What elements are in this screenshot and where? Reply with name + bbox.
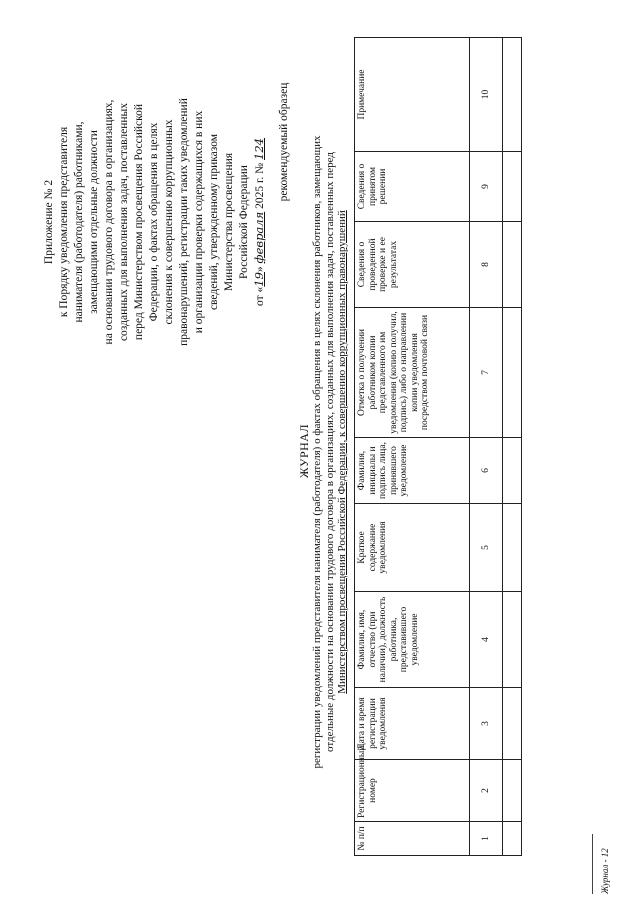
appendix-line: перед Министерством просвещения Российской [133, 103, 145, 341]
footer-divider [592, 834, 593, 894]
column-number-cell: 4 [470, 592, 503, 688]
appendix-line: сведений, утвержденному приказом [208, 133, 220, 311]
appendix-line: созданных для выполнения задач, поставленных [118, 102, 130, 342]
header-cell: Сведения о проведенной проверке и ее результатах [355, 222, 470, 308]
column-number-cell: 5 [470, 504, 503, 592]
appendix-line: и организации проверки содержащихся в них [193, 110, 205, 334]
empty-cell [503, 592, 522, 688]
header-cell: Регистрационный номер [355, 760, 470, 822]
journal-table [354, 37, 522, 856]
handwritten-number: 124 [252, 138, 266, 160]
header-cell: Краткое содержание уведомления [355, 504, 470, 592]
appendix-line: Приложение № 2 [43, 179, 55, 265]
appendix-line: Министерства просвещения [223, 152, 235, 292]
journal-subtitle-line: регистрации уведомлений представителя нанимателя (работодателя) о фактах обращения в целях склонения работников, замещающих [311, 135, 323, 769]
header-cell: Фамилия, инициалы и подпись лица, принявшего уведомление [355, 438, 470, 504]
table-header-row [355, 38, 470, 856]
recommended-sample-label: рекомендуемый образец [278, 82, 290, 202]
handwritten-month: февраля [252, 211, 266, 264]
column-number-cell: 9 [470, 152, 503, 222]
journal-title: ЖУРНАЛ [297, 423, 311, 479]
appendix-line: Федерации, о фактах обращения в целях [148, 122, 160, 322]
journal-subtitle [311, 122, 349, 782]
column-number-cell: 3 [470, 688, 503, 760]
journal-subtitle-line: отдельные должности на основании трудового договора в организациях, созданных для выполнения задач, поставленных перед [323, 152, 336, 752]
appendix-line: к Порядку уведомления представителя [58, 126, 70, 318]
empty-cell [503, 438, 522, 504]
appendix-line: на основании трудового договора в организациях, [103, 99, 115, 345]
header-cell: Фамилия, имя, отчество (при наличии), должность работника, представившего уведомление [355, 592, 470, 688]
handwritten-day: 19 [252, 272, 266, 287]
column-number-cell: 7 [470, 308, 503, 438]
column-number-cell: 2 [470, 760, 503, 822]
header-cell: Отметка о получении работником копии представленного им уведомления (копию получил, подпись) либо о направлении копии уведомления посредством почтовой связи [355, 308, 470, 438]
column-number-cell: 6 [470, 438, 503, 504]
empty-cell [503, 152, 522, 222]
appendix-line: склонения к совершению коррупционных [163, 119, 175, 325]
empty-cell [503, 38, 522, 152]
empty-cell [503, 822, 522, 856]
header-cell: Сведения о принятом решении [355, 152, 470, 222]
header-cell: Примечание [355, 38, 470, 152]
journal-subtitle-line: Министерством просвещения Российской Федерации, к совершению коррупционных правонарушений [336, 210, 348, 694]
column-number-cell: 8 [470, 222, 503, 308]
header-cell: Дата и время регистрации уведомления [355, 688, 470, 760]
empty-cell [503, 688, 522, 760]
header-cell: № п/п [355, 822, 470, 856]
appendix-line: замещающими отдельные должности [88, 130, 100, 314]
empty-cell [503, 760, 522, 822]
empty-cell [503, 504, 522, 592]
appendix-line: нанимателя (работодателя) работниками, [73, 121, 85, 323]
page-footer: Журнал - 12 [600, 848, 610, 894]
order-date-line: от «19» февраля 2025 г. № 124 [252, 138, 266, 306]
appendix-block [42, 72, 268, 372]
empty-cell [503, 222, 522, 308]
table-number-row [470, 38, 503, 856]
appendix-line: Российской Федерации [238, 165, 250, 279]
empty-cell [503, 308, 522, 438]
appendix-line: правонарушений, регистрации таких уведомлений [178, 98, 190, 346]
column-number-cell: 10 [470, 38, 503, 152]
table-empty-row [503, 38, 522, 856]
column-number-cell: 1 [470, 822, 503, 856]
